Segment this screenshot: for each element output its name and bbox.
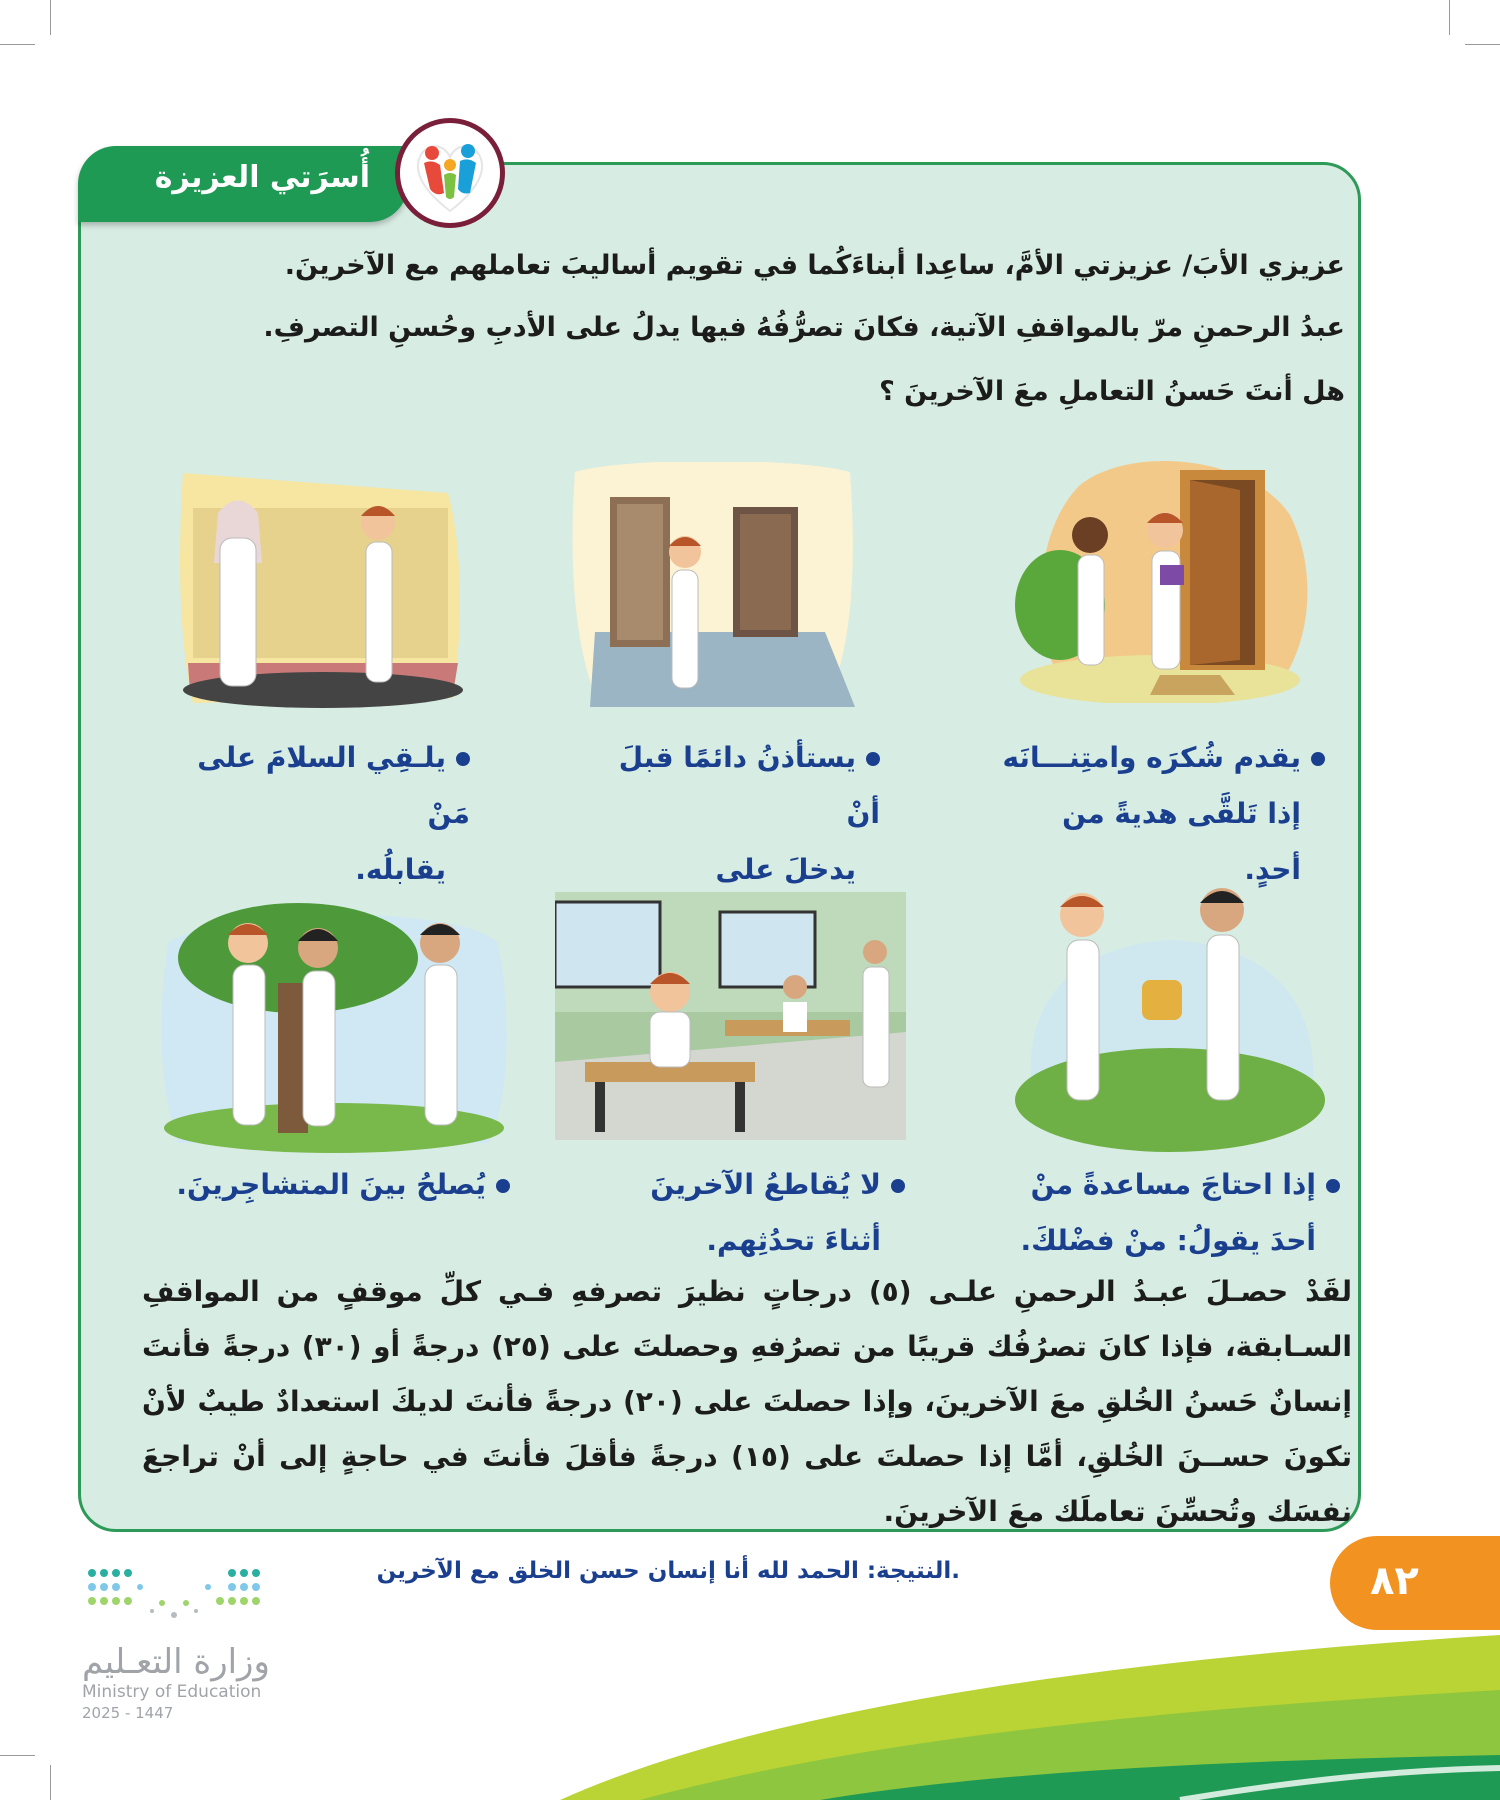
illustration-receiving-gift <box>1010 445 1310 703</box>
result-line: .النتيجة: الحمد لله أنا إنسان حسن الخلق مع الآخرين <box>376 1558 960 1584</box>
caption-line: يقابلُه. <box>355 853 446 886</box>
illustration-asking-permission <box>565 462 857 710</box>
caption-peacemaking <box>170 1157 510 1213</box>
caption-line: يدخلَ على <box>715 853 856 886</box>
caption-line: أثناءَ تحدُثِهم. <box>706 1224 881 1257</box>
illustration-asking-help <box>1012 885 1327 1153</box>
intro-question: هل أنتَ حَسنُ التعاملِ معَ الآخرينَ ؟ <box>879 376 1345 407</box>
ministry-logo-icon <box>82 1565 267 1625</box>
crop-mark <box>0 44 35 45</box>
page-number: ٨٢ <box>1370 1558 1419 1604</box>
crop-mark <box>1465 44 1500 45</box>
illustration-classroom <box>555 892 906 1140</box>
bullet-icon <box>456 752 470 766</box>
bullet-icon <box>1311 752 1325 766</box>
caption-line: إذا تَلقَّى هديةً من أحدٍ. <box>1062 797 1301 886</box>
caption-help <box>1000 1157 1340 1269</box>
family-logo-icon <box>395 118 505 228</box>
crop-mark <box>50 0 51 35</box>
caption-line: إذا احتاجَ مساعدةً منْ <box>1030 1168 1316 1201</box>
page-number-tab <box>1330 1536 1500 1630</box>
edition-year: 2025 - 1447 <box>82 1704 174 1722</box>
ministry-name-en: Ministry of Education <box>82 1682 262 1702</box>
bullet-icon <box>1326 1179 1340 1193</box>
caption-line: لا يُقاطعُ الآخرينَ <box>650 1168 881 1201</box>
caption-gift <box>1000 730 1325 898</box>
bullet-icon <box>891 1179 905 1193</box>
illustration-greeting <box>178 468 463 716</box>
caption-line: يلـقِي السلامَ على مَنْ <box>197 741 470 830</box>
intro-line-2: عبدُ الرحمنِ مرّ بالمواقفِ الآتية، فكانَ تصرُّفُهُ فيها يدلُ على الأدبِ وحُسنِ التصرفِ. <box>263 312 1345 343</box>
decorative-swoosh <box>0 1620 1500 1800</box>
intro-line-1: عزيزي الأبَ/ عزيزتي الأمَّ، ساعِدا أبناءَكُما في تقويم أساليبَ تعاملهم مع الآخرينَ. <box>284 250 1345 281</box>
ministry-name-ar: وزارة التعـليم <box>82 1642 270 1682</box>
caption-line: يُصلحُ بينَ المتشاجِرينَ. <box>176 1168 486 1201</box>
bullet-icon <box>866 752 880 766</box>
caption-line: يقدم شُكرَه وامتِنـــانَه <box>1002 741 1301 774</box>
caption-greeting <box>170 730 470 898</box>
score-paragraph: لقَدْ حصـلَ عبـدُ الرحمنِ علـى (٥) درجاتٍ نظيرَ تصرفهِ فـي كلِّ موقفٍ من المواقفِ السـابقة، فإذا كانَ تصرُفُك قريبًا من تصرُفهِ وحصلتَ على (٢٥) درجةً أو (٣٠) درجةً فأنتَ إنسانٌ حَسنُ الخُلقِ معَ الآخرينَ، وإذا حصلتَ على (٢٠) درجةً فأنتَ لديكَ استعدادٌ طيبٌ لأنْ تكونَ حســنَ الخُلقِ، أمَّا إذا حصلتَ على (١٥) درجةً فأقلَ فأنتَ في حاجةٍ إلى أنْ تراجعَ نفسَك وتُحسِّنَ تعاملَك معَ الآخرينَ. <box>142 1275 1352 1528</box>
caption-no-interrupt <box>620 1157 905 1269</box>
caption-line: أحدَ يقولُ: منْ فضْلكَ. <box>1020 1224 1316 1257</box>
illustration-peacemaking <box>158 903 510 1153</box>
section-title: أُسرَتي العزيزة <box>154 160 370 195</box>
bullet-icon <box>496 1179 510 1193</box>
caption-line: يستأذنُ دائمًا قبلَ أنْ <box>618 741 880 830</box>
crop-mark <box>1449 0 1450 35</box>
